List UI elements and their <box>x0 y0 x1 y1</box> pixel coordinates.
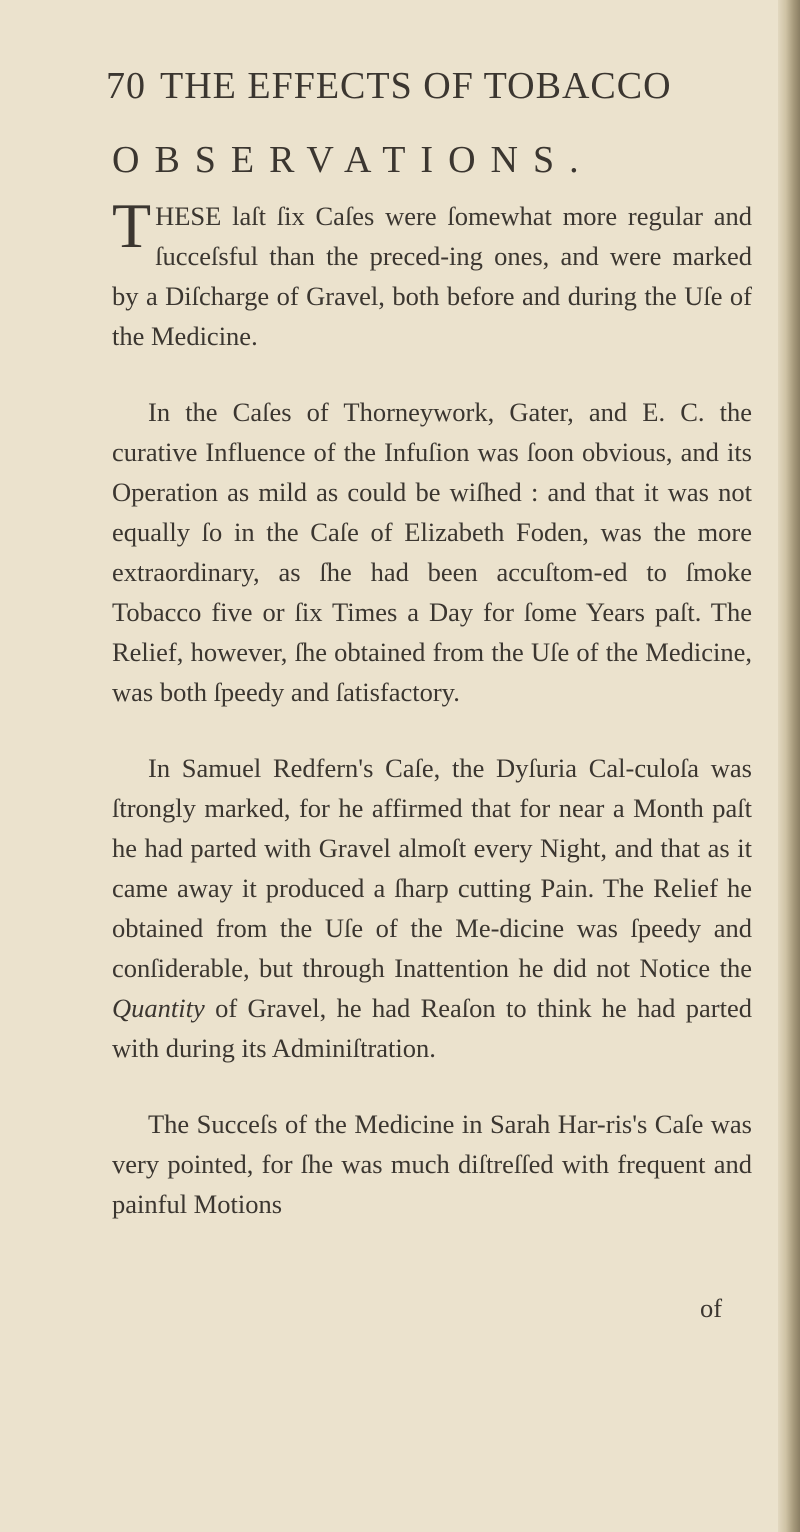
running-title: THE EFFECTS OF TOBACCO <box>160 65 672 107</box>
paragraph-3 <box>112 748 752 1068</box>
paragraph-2: In the Caſes of Thorneywork, Gater, and E. C. the curative Influence of the Infuſion was ſoon obvious, and its Operation as mild as could be wiſhed : and that it was not equally ſo in the Caſe of Elizabeth Foden, was the more extraordinary, as ſhe had been accuſtom-ed to ſmoke Tobacco five or ſix Times a Day for ſome Years paſt. The Relief, however, ſhe obtained from the Uſe of the Medicine, was both ſpeedy and ſatisfactory. <box>112 397 752 707</box>
page-number: 70 <box>106 65 146 107</box>
paragraph-1 <box>112 190 752 356</box>
paragraph-1-text: HESE laſt ſix Caſes were ſomewhat more regular and ſucceſsful than the preced-ing ones, and were marked by a Diſcharge of Gravel, both before and during the Uſe of the Medicine. <box>112 201 752 351</box>
page-edge-shadow <box>778 0 800 1532</box>
paragraph-3-text-a: In Samuel Redfern's Caſe, the Dyſuria Cal-culoſa was ſtrongly marked, for he affirmed that for near a Month paſt he had parted with Gravel almoſt every Night, and that as it came away it produced a ſharp cutting Pain. The Relief he obtained from the Uſe of the Me-dicine was ſpeedy and conſiderable, but through Inattention he did not Notice the <box>112 753 752 983</box>
catchword: of <box>700 1293 723 1323</box>
running-header <box>106 64 746 122</box>
paragraph-3-text-b: of Gravel, he had Reaſon to think he had parted with during its Adminiſtration. <box>112 993 752 1063</box>
section-title: OBSERVATIONS. <box>112 139 594 181</box>
drop-cap: T <box>112 190 152 261</box>
emphasis-quantity: Quantity <box>112 993 205 1023</box>
paragraph-4: The Succeſs of the Medicine in Sarah Har-ris's Caſe was very pointed, for ſhe was much diſtreſſed with frequent and painful Motions <box>112 1109 752 1219</box>
body-text <box>112 190 752 1260</box>
